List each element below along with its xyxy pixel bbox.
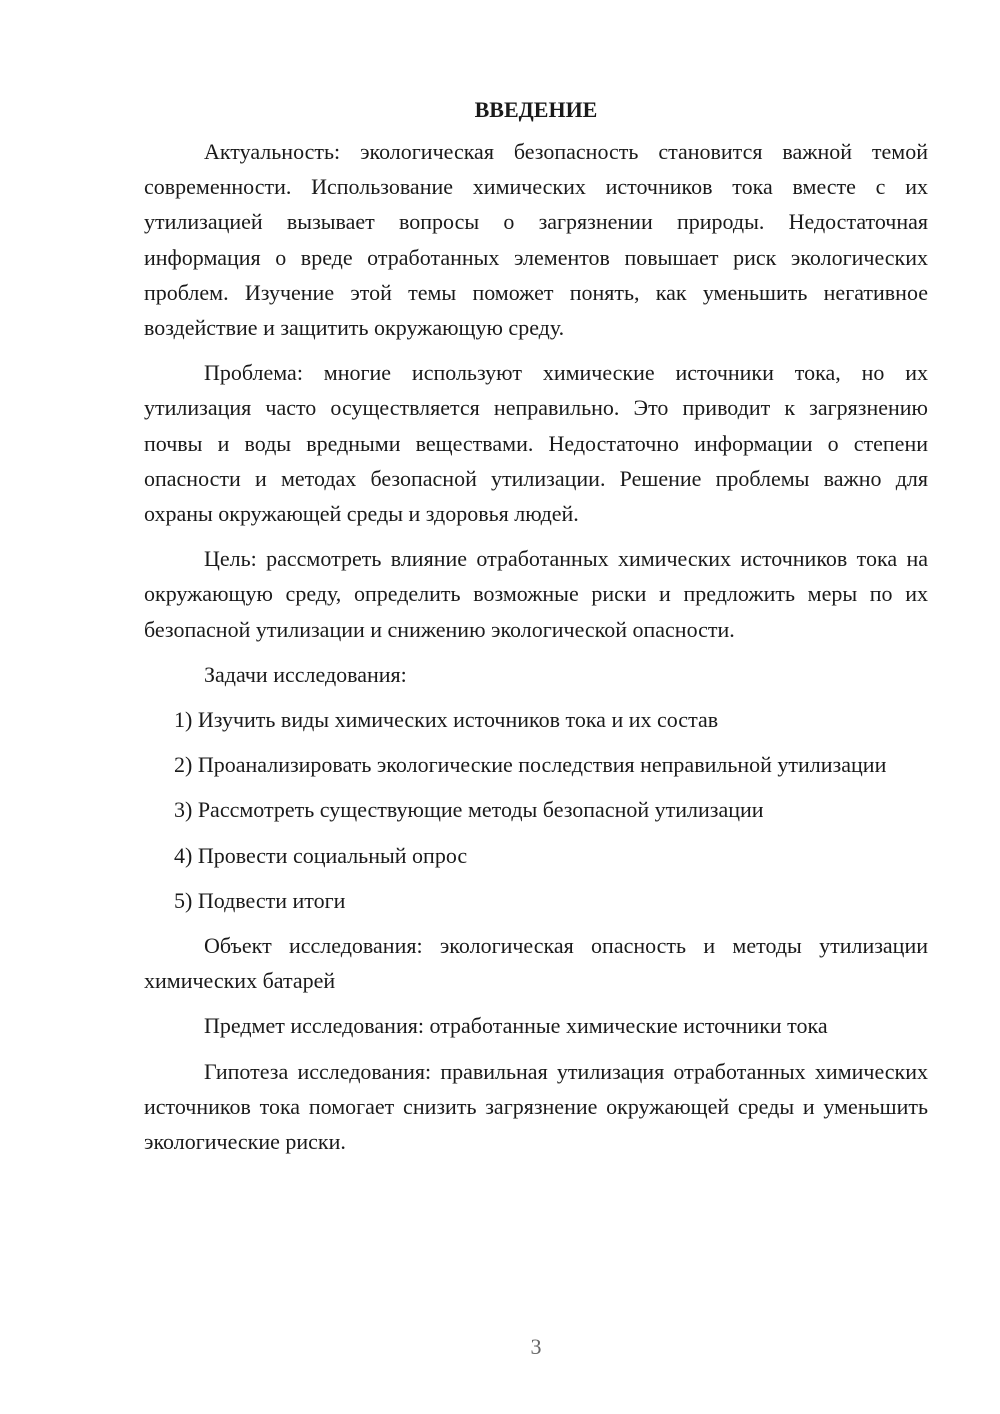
relevance-paragraph: Актуальность: экологическая безопасность становится важной темой современности. Использование химических источников тока вместе с их утилизацией вызывает вопросы о загрязнении природы. Недостаточная информация о вреде отработанных элементов повышает риск экологических проблем. Изучение этой темы поможет понять, как уменьшить негативное воздействие и защитить окружающую среду. bbox=[144, 139, 928, 341]
tasks-list bbox=[144, 702, 928, 918]
task-item: 5) Подвести итоги bbox=[174, 887, 346, 913]
page-number: 3 bbox=[530, 1334, 542, 1359]
page-content bbox=[144, 92, 928, 1159]
task-item: 1) Изучить виды химических источников тока и их состав bbox=[174, 707, 719, 733]
problem-paragraph: Проблема: многие используют химические источники тока, но их утилизация часто осуществляется неправильно. Это приводит к загрязнению почвы и воды вредными веществами. Недостаточно информации о степени опасности и методах безопасной утилизации. Решение проблемы важно для охраны окружающей среды и здоровья людей. bbox=[144, 360, 928, 527]
task-item: 4) Провести социальный опрос bbox=[174, 842, 468, 868]
subject-paragraph: Предмет исследования: отработанные химические источники тока bbox=[204, 1013, 828, 1039]
goal-paragraph: Цель: рассмотреть влияние отработанных химических источников тока на окружающую среду, определить возможные риски и предложить меры по их безопасной утилизации и снижению экологической опасности. bbox=[144, 546, 928, 642]
hypothesis-paragraph: Гипотеза исследования: правильная утилизация отработанных химических источников тока помогает снизить загрязнение окружающей среды и уменьшить экологические риски. bbox=[144, 1058, 928, 1155]
section-title: ВВЕДЕНИЕ bbox=[474, 97, 598, 122]
task-item: 3) Рассмотреть существующие методы безопасной утилизации bbox=[174, 797, 764, 823]
object-paragraph: Объект исследования: экологическая опасность и методы утилизации химических батарей bbox=[144, 933, 928, 994]
tasks-heading: Задачи исследования: bbox=[204, 661, 407, 687]
task-item: 2) Проанализировать экологические последствия неправильной утилизации bbox=[174, 752, 887, 778]
